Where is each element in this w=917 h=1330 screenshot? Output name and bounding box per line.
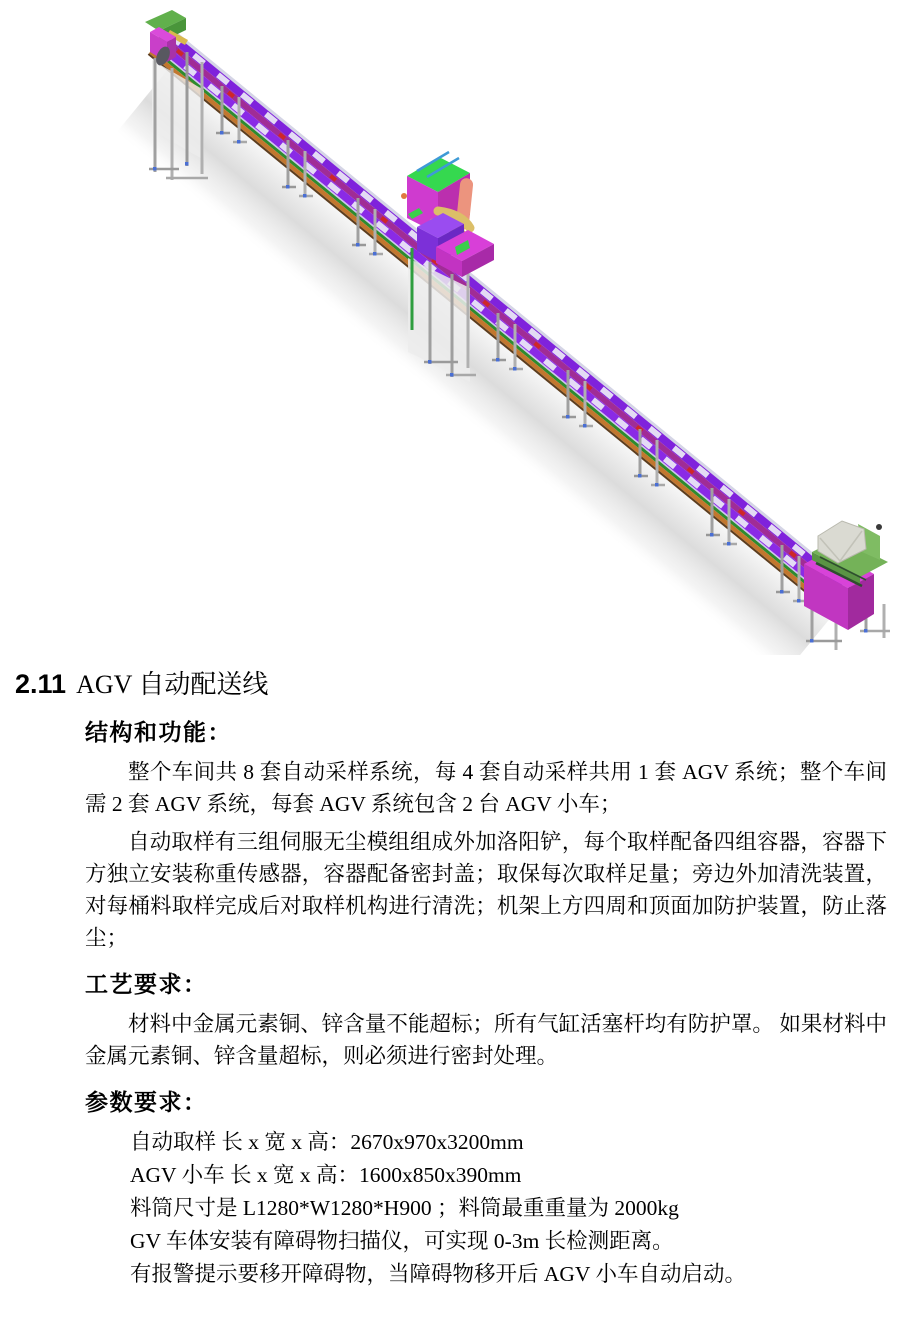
parameter-line: 自动取样 长 x 宽 x 高：2670x970x3200mm <box>130 1130 524 1154</box>
structure-paragraph: 整个车间共 8 套自动采样系统，每 4 套自动采样共用 1 套 AGV 系统；整个车间需 2 套 AGV 系统，每套 AGV 系统包含 2 台 AGV 小车； <box>85 760 887 816</box>
parameters-heading: 参数要求： <box>85 1090 208 1115</box>
section-number: 2.11 <box>15 669 67 699</box>
section-title: AGV 自动配送线 <box>76 670 269 699</box>
structure-paragraph: 自动取样有三组伺服无尘模组组成外加洛阳铲，每个取样配备四组容器，容器下方独立安装称重传感器，容器配备密封盖；取保每次取样足量；旁边外加清洗装置，对每桶料取样完成后对取样机构进行清洗；机架上方四周和顶面加防护装置，防止落尘； <box>85 830 887 950</box>
skirt-panel <box>115 69 834 655</box>
parameter-line: AGV 小车 长 x 宽 x 高：1600x850x390mm <box>130 1163 522 1187</box>
section-heading <box>15 667 917 702</box>
conveyor-figure <box>0 0 917 655</box>
conveyor-rail <box>96 27 862 655</box>
parameters-list <box>0 1126 917 1291</box>
conveyor-illustration <box>0 0 917 655</box>
process-paragraph: 材料中金属元素铜、锌含量不能超标；所有气缸活塞杆均有防护罩。 如果材料中金属元素铜、锌含量超标，则必须进行密封处理。 <box>85 1012 887 1068</box>
parameter-line: 料筒尺寸是 L1280*W1280*H900 ；料筒最重重量为 2000kg <box>130 1196 679 1220</box>
parameter-line: 有报警提示要移开障碍物，当障碍物移开后 AGV 小车自动启动。 <box>130 1262 746 1286</box>
structure-heading: 结构和功能： <box>85 720 232 745</box>
process-heading: 工艺要求： <box>85 972 208 997</box>
parameter-line: GV 车体安装有障碍物扫描仪，可实现 0-3m 长检测距离。 <box>130 1229 674 1253</box>
